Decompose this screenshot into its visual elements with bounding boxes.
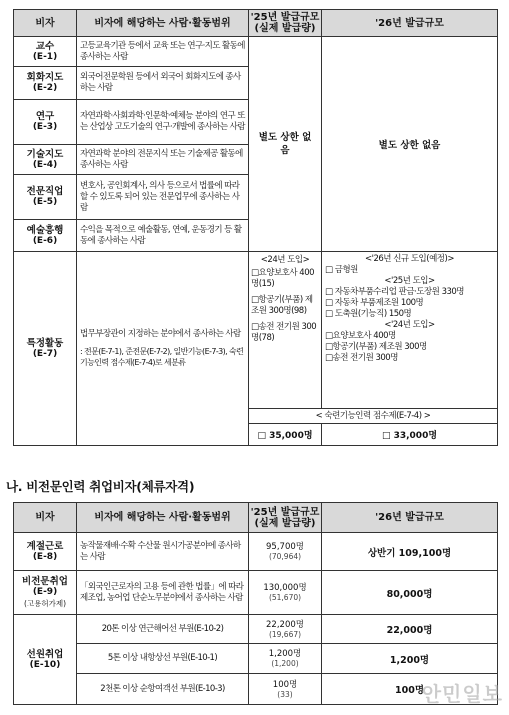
visa-code: (E-9) [32, 587, 58, 597]
e7-2026-item: □요양보호사 400명 [325, 331, 396, 341]
item-label: □항공기(부품) 제조원 300명 [251, 295, 313, 316]
header-2025-label: '25년 발급규모 [250, 506, 320, 518]
quota-2025 [249, 674, 322, 705]
e7-2026-item: □ 도축원(기능직) 150명 [325, 309, 412, 319]
quota-2026: 1,200명 [322, 644, 498, 674]
visa-code: (E-2) [32, 83, 58, 93]
quota-2026: 22,000명 [322, 615, 498, 644]
header-scope: 비자에 해당하는 사람·활동범위 [77, 503, 249, 533]
visa-description: 자연과학 분야의 전문지식 또는 기술제공 활동에 종사하는 사람 [77, 145, 249, 175]
visa-code: (E-1) [32, 51, 58, 62]
e7-2025-item [251, 322, 319, 344]
header-2026: '26년 발급규모 [322, 10, 498, 37]
visa-name: 선원취업 [26, 648, 64, 660]
header-visa: 비자 [14, 503, 77, 533]
no-limit-2026: 별도 상한 없음 [322, 37, 498, 252]
quota-value: 100명 [272, 679, 298, 690]
header-2025-sub: (실제 발급량) [254, 517, 316, 529]
item-actual: (98) [291, 306, 307, 316]
quota-actual: (1,200) [271, 659, 299, 668]
e7-2026-quota [322, 252, 498, 409]
quota-value: 130,000명 [263, 583, 307, 593]
quota-actual: (19,667) [268, 629, 302, 639]
visa-code: (E-10) [29, 659, 61, 670]
visa-name: 기술지도 [26, 148, 64, 160]
e7-2025-heading: <24년 도입> [260, 255, 310, 265]
visa-description: 5톤 이상 내항상선 부원(E-10-1) [77, 644, 249, 674]
item-actual: (15) [258, 279, 275, 289]
header-scope: 비자에 해당하는 사람·활동범위 [77, 10, 249, 37]
visa-cell [14, 67, 77, 100]
visa-code: (E-7) [32, 348, 58, 359]
visa-name: 예술흥행 [26, 224, 64, 236]
visa-description: 변호사, 공인회계사, 의사 등으로서 법률에 따라 할 수 있도록 되어 있는 전문업무에 종사하는 사람 [77, 175, 249, 220]
visa-cell-e9 [14, 571, 77, 615]
e7-2025-quota [249, 252, 322, 409]
header-2026: '26년 발급규모 [322, 503, 498, 533]
visa-name: 회화지도 [26, 72, 64, 83]
visa-code-note: (고용허가제) [23, 599, 67, 608]
visa-code: (E-6) [32, 235, 58, 246]
e7-2026-item: □항공기(부품) 제조원 300명 [325, 342, 427, 352]
skilled-worker-title: < 숙련기능인력 점수제(E-7-4) > [249, 409, 498, 424]
e7-desc-main: 법무부장관이 지정하는 분야에서 종사하는 사람 [80, 329, 241, 339]
e7-2026-item: □ 금형원 [325, 265, 358, 275]
professional-visa-table [13, 9, 498, 446]
e7-desc-sub: : 전문(E-7-1), 준전문(E-7-2), 일반기능(E-7-3), 숙련기능인력 점수제(E-7-4)로 세분류 [80, 347, 244, 367]
visa-description: 고등교육기관 등에서 교육 또는 연구·지도 활동에 종사하는 사람 [77, 37, 249, 67]
non-professional-visa-table [13, 502, 498, 705]
visa-cell-e8 [14, 533, 77, 571]
quota-2026: 100명 [322, 674, 498, 705]
header-2025-label: '25년 발급규모 [250, 12, 320, 23]
visa-cell [14, 175, 77, 220]
header-2025 [249, 10, 322, 37]
visa-description: 자연과학·사회과학·인문학·예체능 분야의 연구 또는 산업상 고도기술의 연구·개발에 종사하는 사람 [77, 100, 249, 145]
quota-2026: 80,000명 [322, 571, 498, 615]
header-2025-sub: (실제 발급량) [254, 23, 316, 34]
quota-actual: (33) [277, 689, 293, 699]
quota-value: 95,700명 [266, 542, 304, 552]
section-title: 나. 비전문인력 취업비자(체류자격) [6, 479, 195, 494]
header-2025 [249, 503, 322, 533]
e7-2025-item [251, 295, 319, 317]
visa-name: 교수 [35, 40, 55, 52]
watermark-logo: 안민일보 [421, 682, 503, 706]
quota-actual: (51,670) [268, 593, 302, 602]
visa-code: (E-4) [32, 159, 58, 170]
visa-cell [14, 220, 77, 252]
e7-2026-heading: <'25년 도입> [384, 276, 435, 286]
visa-code: (E-3) [32, 122, 58, 132]
visa-cell-e7 [14, 252, 77, 446]
e7-2026-item: □ 자동차 부품제조원 100명 [325, 298, 424, 308]
no-limit-2025: 별도 상한 없음 [249, 37, 322, 252]
header-visa: 비자 [14, 10, 77, 37]
visa-description: 외국어전문학원 등에서 외국어 회화지도에 종사하는 사람 [77, 67, 249, 100]
visa-description: 「외국인근로자의 고용 등에 관한 법률」에 따라 제조업, 농어업 단순노무분야에서 종사하는 사람 [77, 571, 249, 615]
visa-description: 2천톤 이상 순항여객선 부원(E-10-3) [77, 674, 249, 705]
e7-2025-item [251, 268, 319, 290]
quota-2025 [249, 644, 322, 674]
skilled-2026: □ 33,000명 [322, 424, 498, 446]
visa-name: 연구 [35, 111, 55, 122]
e7-2026-item: □ 자동차부품수리업 판금·도장원 330명 [325, 287, 465, 297]
e7-2026-heading: <'26년 신규 도입(예정)> [365, 254, 454, 264]
quota-actual: (70,964) [268, 552, 302, 561]
quota-2025 [249, 533, 322, 571]
visa-cell [14, 37, 77, 67]
e7-2026-item: □송전 전기원 300명 [325, 353, 398, 363]
visa-cell [14, 100, 77, 145]
visa-code: (E-8) [32, 551, 58, 562]
visa-name: 비전문취업 [22, 576, 68, 587]
visa-name: 계절근로 [26, 540, 64, 552]
quota-value: 1,200명 [268, 649, 302, 659]
visa-cell-e10 [14, 615, 77, 705]
e7-2026-heading: <'24년 도입> [384, 320, 435, 330]
visa-description: 수익을 목적으로 예술활동, 연예, 운동경기 등 활동에 종사하는 사람 [77, 220, 249, 252]
visa-cell [14, 145, 77, 175]
visa-description: 농작물재배·수확 수산물 원시가공분야에 종사하는 사람 [77, 533, 249, 571]
visa-name: 전문직업 [26, 186, 64, 197]
e7-description [77, 252, 249, 446]
visa-description: 20톤 이상 연근해어선 부원(E-10-2) [77, 615, 249, 644]
item-label: □요양보호사 400명 [251, 268, 315, 289]
quota-value: 22,200명 [266, 619, 304, 630]
item-actual: (78) [258, 333, 275, 343]
visa-code: (E-5) [32, 197, 58, 207]
visa-name: 특정활동 [26, 337, 64, 349]
quota-2025 [249, 571, 322, 615]
item-label: □송전 전기원 300명 [251, 322, 317, 343]
quota-2026: 상반기 109,100명 [322, 533, 498, 571]
quota-2025 [249, 615, 322, 644]
skilled-2025: □ 35,000명 [249, 424, 322, 446]
